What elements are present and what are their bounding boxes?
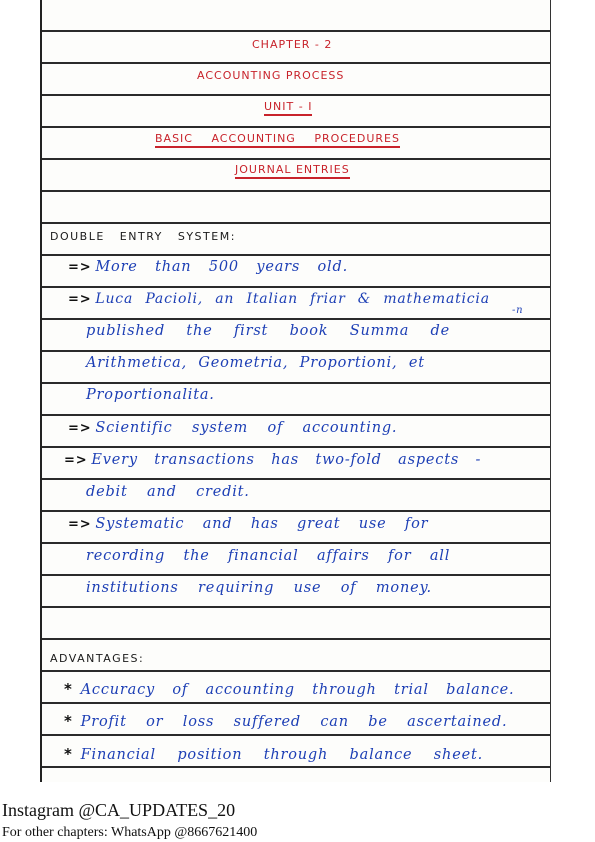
asterisk-bullet-icon: *	[64, 680, 73, 698]
arrow-bullet-icon: =>	[68, 260, 92, 275]
topic-title: JOURNAL ENTRIES	[235, 163, 350, 179]
chapter-number: CHAPTER - 2	[252, 38, 333, 51]
notebook-page	[40, 0, 551, 782]
point-two-fold	[64, 452, 481, 468]
point-text-cont: Arithmetica, Geometria, Proportioni, et	[86, 355, 425, 371]
unit-title: BASIC ACCOUNTING PROCEDURES	[155, 132, 400, 148]
advantage-item	[64, 680, 514, 698]
point-text: Luca Pacioli, an Italian friar & mathematicia	[95, 291, 490, 307]
arrow-bullet-icon: =>	[68, 421, 92, 436]
arrow-bullet-icon: =>	[68, 292, 92, 307]
point-text: Scientific system of accounting.	[95, 420, 398, 436]
asterisk-bullet-icon: *	[64, 712, 73, 730]
advantage-text: Accuracy of accounting through trial balance.	[80, 682, 515, 698]
advantages-heading: ADVANTAGES:	[50, 652, 145, 665]
advantage-text: Financial position through balance sheet.	[80, 747, 483, 763]
point-text-cont: recording the financial affairs for all	[86, 548, 451, 564]
point-text-cont: Proportionalita.	[86, 387, 215, 403]
point-pacioli	[68, 291, 490, 307]
instagram-handle: Instagram @CA_UPDATES_20	[2, 800, 236, 820]
point-age	[68, 259, 348, 275]
arrow-bullet-icon: =>	[64, 453, 88, 468]
word-continuation: -n	[512, 305, 524, 316]
arrow-bullet-icon: =>	[68, 517, 92, 532]
point-text-cont: published the first book Summa de	[86, 323, 451, 339]
asterisk-bullet-icon: *	[64, 745, 73, 763]
advantage-text: Profit or loss suffered can be ascertained.	[80, 714, 508, 730]
point-text-cont: institutions requiring use of money.	[86, 580, 432, 596]
whatsapp-contact: For other chapters: WhatsApp @8667621400	[2, 825, 258, 840]
advantage-item	[64, 712, 507, 730]
advantage-item	[64, 745, 483, 763]
chapter-title: ACCOUNTING PROCESS	[197, 69, 345, 82]
double-entry-heading: DOUBLE ENTRY SYSTEM:	[50, 230, 236, 243]
point-scientific	[68, 420, 397, 436]
point-text: More than 500 years old.	[95, 259, 348, 275]
unit-number: UNIT - I	[264, 100, 312, 116]
point-text: Every transactions has two-fold aspects -	[91, 452, 482, 468]
point-text: Systematic and has great use for	[95, 516, 429, 532]
point-text-cont: debit and credit.	[86, 484, 250, 500]
point-systematic	[68, 516, 428, 532]
